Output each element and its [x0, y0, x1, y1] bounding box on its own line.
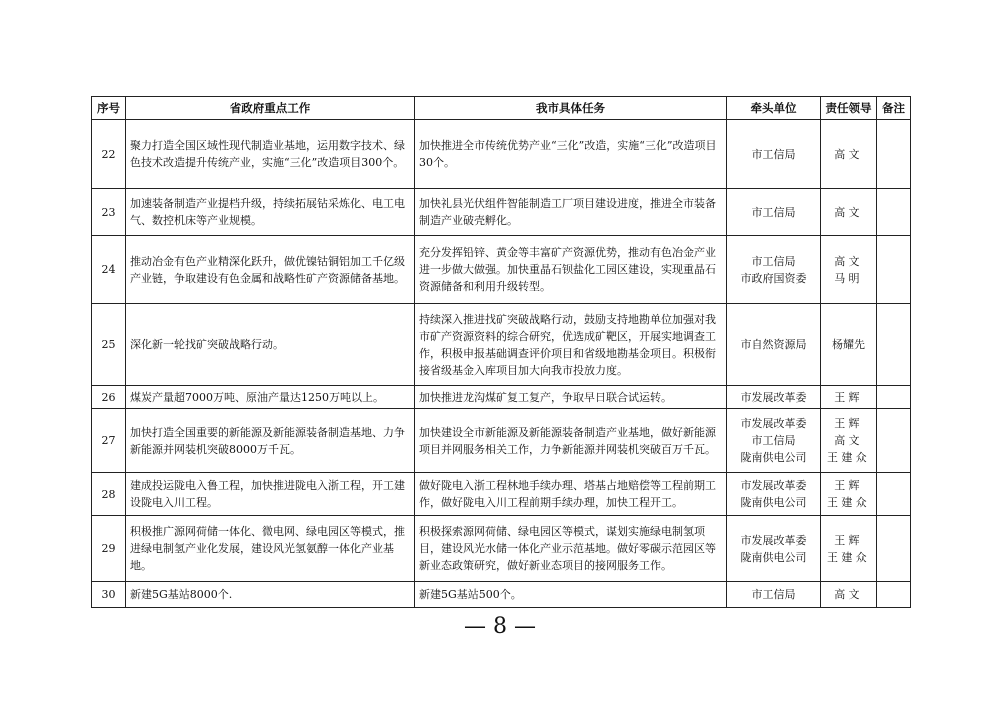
row-no: 24 [92, 236, 126, 304]
leader-name: 王辉 [834, 533, 863, 547]
leader-name: 王建众 [827, 550, 870, 564]
row-no: 26 [92, 386, 126, 409]
row-no: 27 [92, 409, 126, 473]
row-leader [821, 304, 877, 386]
lead-unit: 陇南供电公司 [740, 550, 807, 564]
header-city-task: 我市具体任务 [415, 97, 727, 120]
row-remark [877, 189, 911, 236]
table-row [92, 189, 911, 236]
lead-unit: 市发展改革委 [740, 479, 807, 492]
row-no: 25 [92, 304, 126, 386]
leader-name: 杨耀先 [832, 338, 865, 351]
row-provincial-work: 加速装备制造产业提档升级，持续拓展钻采炼化、电工电气、数控机床等产业规模。 [126, 189, 415, 236]
table-header-row [92, 97, 911, 120]
task-table [91, 96, 911, 608]
lead-unit: 市自然资源局 [740, 338, 807, 351]
row-lead-unit [727, 189, 821, 236]
row-lead-unit [727, 473, 821, 516]
row-city-task: 充分发挥铅锌、黄金等丰富矿产资源优势，推动有色冶金产业进一步做大做强。加快重晶石钡盐化工园区建设，实现重晶石资源储备和利用升级转型。 [415, 236, 727, 304]
row-no: 23 [92, 189, 126, 236]
lead-unit: 市发展改革委 [740, 390, 807, 404]
row-no: 30 [92, 582, 126, 608]
page-number: — 8 — [464, 614, 536, 639]
table-row [92, 473, 911, 516]
lead-unit: 市工信局 [751, 434, 796, 447]
row-leader [821, 189, 877, 236]
row-leader [821, 516, 877, 582]
row-leader [821, 582, 877, 608]
row-lead-unit [727, 409, 821, 473]
row-remark [877, 409, 911, 473]
lead-unit: 陇南供电公司 [740, 451, 807, 464]
row-lead-unit [727, 386, 821, 409]
leader-name: 王辉 [834, 390, 863, 404]
row-remark [877, 582, 911, 608]
table-row [92, 582, 911, 608]
header-leader: 责任领导 [821, 97, 877, 120]
leader-name: 王建众 [827, 496, 870, 509]
lead-unit: 市工信局 [751, 147, 796, 161]
leader-name: 高文 [834, 205, 863, 219]
header-no: 序号 [92, 97, 126, 120]
leader-name: 高文 [834, 147, 863, 161]
row-provincial-work: 加快打造全国重要的新能源及新能源装备制造基地、力争新能源并网装机突破8000万千瓦。 [126, 409, 415, 473]
row-city-task: 加快建设全市新能源及新能源装备制造产业基地，做好新能源项目并网服务相关工作，力争新能源并网装机突破百万千瓦。 [415, 409, 727, 473]
row-remark [877, 304, 911, 386]
row-city-task: 加快礼县光伏组件智能制造工厂项目建设进度，推进全市装备制造产业破壳孵化。 [415, 189, 727, 236]
row-city-task: 做好陇电入浙工程林地手续办理、塔基占地赔偿等工程前期工作，做好陇电入川工程前期手续办理，加快工程开工。 [415, 473, 727, 516]
row-lead-unit [727, 236, 821, 304]
header-provincial-work: 省政府重点工作 [126, 97, 415, 120]
row-remark [877, 386, 911, 409]
row-city-task: 新建5G基站500个。 [415, 582, 727, 608]
lead-unit: 市工信局 [751, 254, 796, 268]
row-city-task: 加快推进全市传统优势产业“三化”改造，实施“三化”改造项目30个。 [415, 120, 727, 189]
leader-name: 王建众 [827, 451, 870, 464]
row-leader [821, 473, 877, 516]
lead-unit: 市发展改革委 [740, 533, 807, 547]
table-row [92, 516, 911, 582]
row-remark [877, 473, 911, 516]
header-lead-unit: 牵头单位 [727, 97, 821, 120]
row-leader [821, 386, 877, 409]
lead-unit: 市工信局 [751, 588, 796, 601]
row-provincial-work: 聚力打造全国区域性现代制造业基地，运用数字技术、绿色技术改造提升传统产业，实施“三化”改造项目300个。 [126, 120, 415, 189]
row-remark [877, 236, 911, 304]
row-leader [821, 236, 877, 304]
lead-unit: 市工信局 [751, 205, 796, 219]
leader-name: 高文 [834, 434, 863, 447]
row-lead-unit [727, 120, 821, 189]
row-leader [821, 120, 877, 189]
row-provincial-work: 煤炭产量超7000万吨、原油产量达1250万吨以上。 [126, 386, 415, 409]
leader-name: 王辉 [834, 417, 863, 430]
leader-name: 高文 [834, 254, 863, 268]
row-lead-unit [727, 582, 821, 608]
table-row [92, 120, 911, 189]
table-row [92, 409, 911, 473]
row-lead-unit [727, 304, 821, 386]
header-remark: 备注 [877, 97, 911, 120]
row-city-task: 加快推进龙沟煤矿复工复产，争取早日联合试运转。 [415, 386, 727, 409]
row-no: 28 [92, 473, 126, 516]
row-remark [877, 516, 911, 582]
row-provincial-work: 新建5G基站8000个. [126, 582, 415, 608]
leader-name: 高文 [834, 588, 863, 601]
lead-unit: 市政府国资委 [740, 271, 807, 285]
row-no: 29 [92, 516, 126, 582]
lead-unit: 陇南供电公司 [740, 496, 807, 509]
row-city-task: 持续深入推进找矿突破战略行动，鼓励支持地勘单位加强对我市矿产资源资料的综合研究，优选成矿靶区，开展实地调查工作，积极申报基础调查评价项目和省级地勘基金项目。积极衔接省级基金入库项目加大向我市投放力度。 [415, 304, 727, 386]
lead-unit: 市发展改革委 [740, 417, 807, 430]
row-provincial-work: 推动冶金有色产业精深化跃升，做优镍钴铜铝加工千亿级产业链，争取建设有色金属和战略性矿产资源储备基地。 [126, 236, 415, 304]
row-provincial-work: 深化新一轮找矿突破战略行动。 [126, 304, 415, 386]
row-no: 22 [92, 120, 126, 189]
leader-name: 马明 [834, 271, 863, 285]
row-provincial-work: 建成投运陇电入鲁工程，加快推进陇电入浙工程，开工建设陇电入川工程。 [126, 473, 415, 516]
table-row [92, 304, 911, 386]
table-row [92, 236, 911, 304]
table-row [92, 386, 911, 409]
row-remark [877, 120, 911, 189]
row-city-task: 积极探索源网荷储、绿电园区等模式，谋划实施绿电制氢项目，建设风光水储一体化产业示范基地。做好零碳示范园区等新业态政策研究，做好新业态项目的接网服务工作。 [415, 516, 727, 582]
row-provincial-work: 积极推广源网荷储一体化、微电网、绿电园区等模式，推进绿电制氢产业化发展，建设风光氢氨醇一体化产业基地。 [126, 516, 415, 582]
leader-name: 王辉 [834, 479, 863, 492]
row-leader [821, 409, 877, 473]
row-lead-unit [727, 516, 821, 582]
